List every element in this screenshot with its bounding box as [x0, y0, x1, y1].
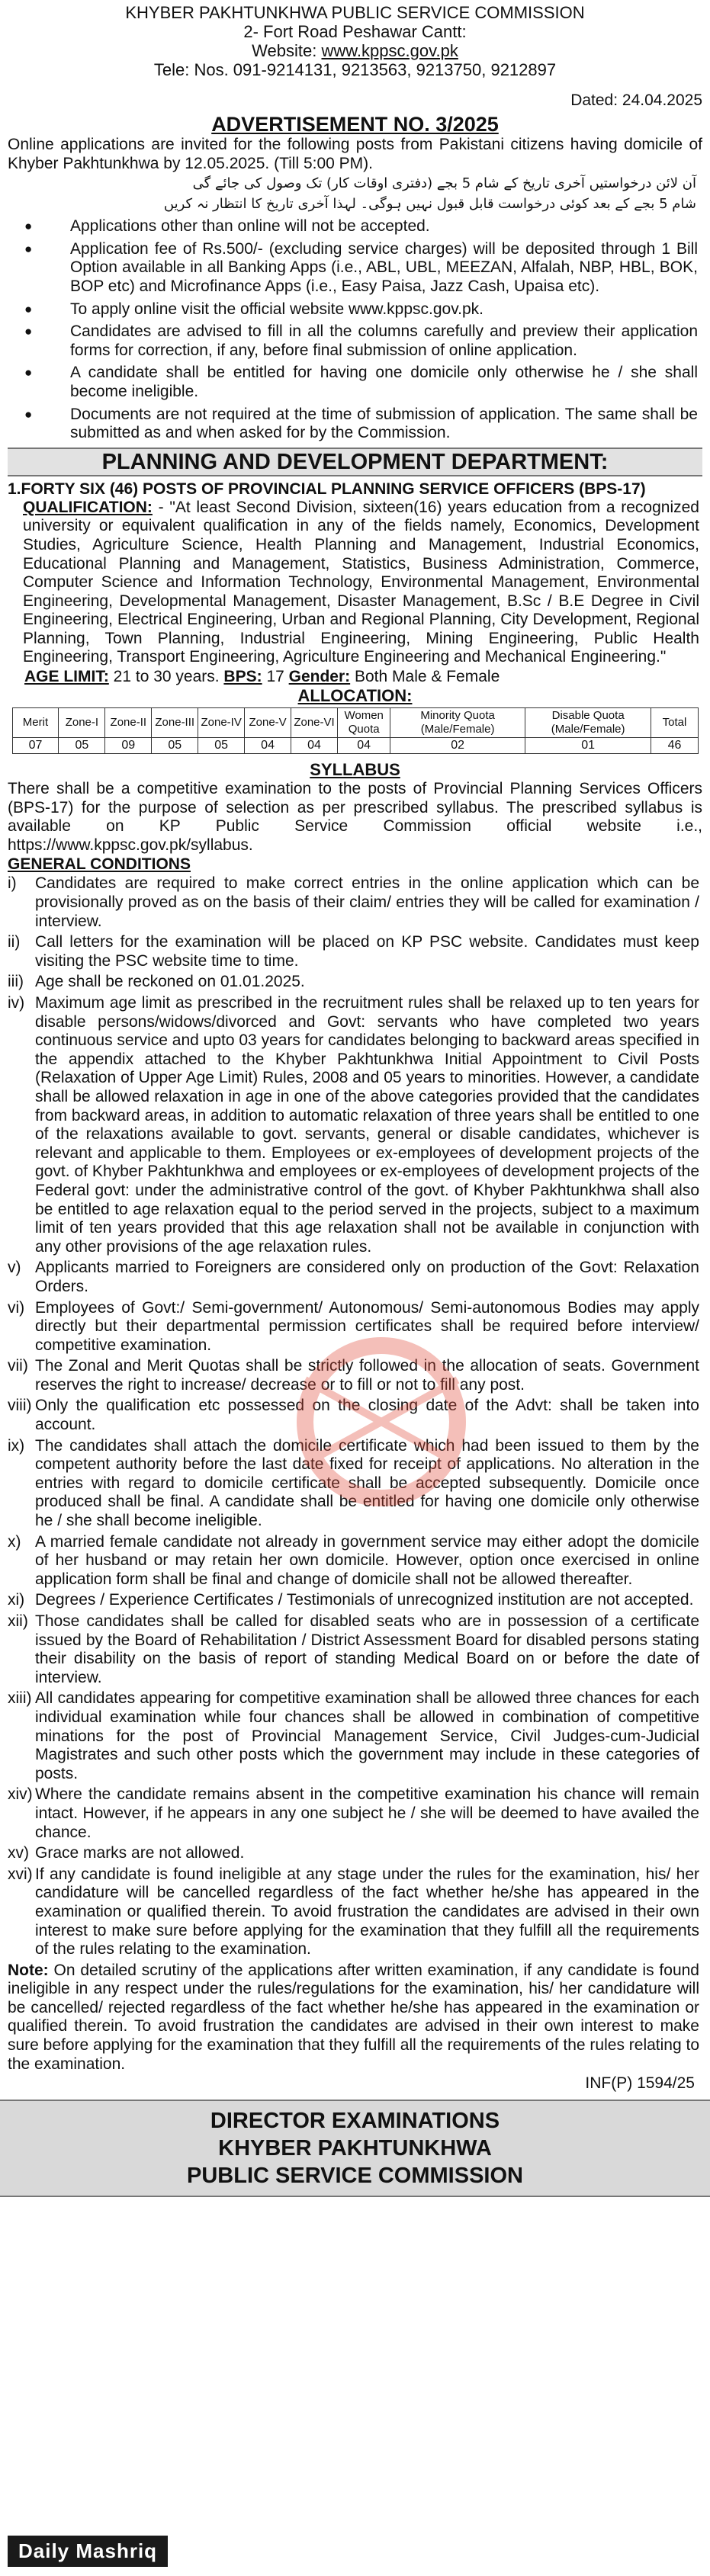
condition-text: Where the candidate remains absent in the competitive examination his chance will remain intact. However, if he appears in any one subject he / she will be deemed to have availed the chance. [35, 1785, 699, 1841]
condition-item [8, 1612, 702, 1687]
condition-item [8, 1865, 702, 1959]
qualification-text: - "At least Second Division, sixteen(16) years education from a recognized university or equivalent qualification in any of the fields namely, Economics, Development Studies, Agriculture Science, Health Planning and Management, Industrial Economics, Educational Planning and Management, Statistics, Business Administration, Commerce, Computer Science and Information Technology, Environmental Management, Environmental Engineering, Developmental Management, Disaster Management, B.Sc / B.E Degree in Civil Engineering, Electrical Engineering, Urban and Regional Planning, City Development, Regional Planning, Town Planning, Industrial Engineering, Mining Engineering, Public Health Engineering, Transport Engineering, Agriculture Engineering and Mechanical Engineering." [23, 498, 699, 666]
condition-text: The Zonal and Merit Quotas shall be strictly followed in the allocation of seats. Government reserves the right to increase/ decrease or to fill or not to fill any post. [35, 1357, 699, 1394]
signature-block [0, 2100, 710, 2197]
allocation-value: 04 [337, 738, 390, 754]
condition-text: Call letters for the examination will be placed on KP PSC website. Candidates must keep visiting the PSC website time to time. [35, 933, 699, 970]
condition-text: Only the qualification etc possessed on the closing date of the Advt: shall be taken into account. [35, 1397, 699, 1434]
allocation-header: Zone-III [152, 708, 198, 738]
allocation-header: Minority Quota (Male/Female) [390, 708, 525, 738]
website-label: Website: [252, 41, 322, 60]
syllabus-text: There shall be a competitive examination to the posts of Provincial Planning Services Officers (BPS-17) for the purpose of selection as per prescribed syllabus. The prescribed syllabus is available on KP Public Service Commission official website i.e., https://www.kppsc.gov.pk/syllabus. [8, 780, 702, 854]
allocation-header: Total [651, 708, 698, 738]
note [8, 1962, 702, 2074]
condition-item [8, 1357, 702, 1394]
condition-text: Grace marks are not allowed. [35, 1844, 245, 1862]
condition-text: If any candidate is found ineligible at any stage under the rules for the examination, his/ her candidature will be cancelled regardless of the fact whether he/she has appeared in the examination or qualified therein. To avoid frustration the candidates are advised in their own interest to make sure before applying for the examination that they fulfill all the requirements of the rules relating to the examination. [35, 1865, 699, 1958]
allocation-header: Disable Quota (Male/Female) [525, 708, 651, 738]
condition-item [8, 1689, 702, 1783]
urdu-notice-line-2: شام 5 بجے کے بعد کوئی درخواست قابل قبول نہیں ہوگی۔ لہذا آخری تاریخ کا انتظار نہ کریں [163, 196, 696, 213]
instruction-item: ● Documents are not required at the time of submission of application. The same shall be submitted as and when asked for by the Commission. [70, 406, 702, 443]
dated: Dated: 24.04.2025 [570, 91, 702, 109]
condition-item [8, 874, 702, 931]
condition-number: iii) [8, 973, 24, 991]
bps-label: BPS: [223, 668, 262, 686]
instruction-item: ● To apply online visit the official website www.kppsc.gov.pk. [70, 300, 702, 319]
qualification-label: QUALIFICATION: [23, 498, 153, 516]
condition-text: A married female candidate not already in government service may either adopt the domicile of her husband or may retain her own domicile. However, option once exercised in online application form shall be final and change of domicile shall not be allowed thereafter. [35, 1532, 699, 1588]
note-label: Note: [8, 1961, 49, 1979]
condition-number: xv) [8, 1844, 29, 1862]
website-line [8, 41, 702, 60]
instructions-list [8, 217, 702, 443]
allocation-value: 07 [12, 738, 59, 754]
allocation-title: ALLOCATION: [297, 686, 413, 706]
newspaper-name: Daily Mashriq [8, 2536, 168, 2567]
condition-text: Those candidates shall be called for disabled seats who are in possession of a certificate issued by the Board of Rehabilitation / District Assessment Board for disabled persons stating their disability on the basis of report of standing Medical Board on or before the date of interview. [35, 1612, 699, 1686]
gender-value: Both Male & Female [350, 668, 500, 686]
condition-item [8, 1533, 702, 1590]
age-limit-value: 21 to 30 years. [108, 668, 224, 686]
condition-number: xiv) [8, 1785, 33, 1804]
general-conditions-title: GENERAL CONDITIONS [8, 855, 191, 874]
gender-label: Gender: [288, 668, 351, 686]
condition-item [8, 1591, 702, 1610]
conditions-list [8, 874, 702, 1958]
department-heading: PLANNING AND DEVELOPMENT DEPARTMENT: [8, 448, 702, 476]
allocation-header: Zone-II [105, 708, 152, 738]
condition-item [8, 973, 702, 992]
instruction-item: ● Applications other than online will not be accepted. [70, 217, 702, 236]
allocation-value: 05 [152, 738, 198, 754]
advertisement-title: ADVERTISEMENT NO. 3/2025 [211, 113, 499, 136]
inf-code: INF(P) 1594/25 [585, 2074, 695, 2093]
condition-text: Maximum age limit as prescribed in the recruitment rules shall be relaxed up to ten years for disable persons/widows/divorced and Govt: servants who have completed two years continuous service and upto 03 years for candidates belonging to backward areas specified in the appendix attached to the Khyber Pakhtunkhwa Initial Appointment to Civil Posts (Relaxation of Upper Age Limit) Rules, 2008 and 05 years to minorities. However, a candidate shall be allowed relaxation in age in one of the above categories provided that the candidates from backward areas, in addition to automatic relaxation of three years shall be entitled to one of the relaxations available to govt. servants, general or disable candidates, whichever is relevant and applicable to them. Employees or ex-employees of development projects of the govt. of Khyber Pakhtunkhwa and employees or ex-employees of development projects of the Federal govt: under the administrative control of the govt. of Khyber Pakhtunkhwa shall also be entitled to age relaxation equal to the period served in the projects, subject to a maximum limit of ten years provided that this age relaxation shall not be available in conjunction with any other provisions of the age relaxation rules. [35, 994, 699, 1256]
allocation-header-row [12, 708, 698, 738]
condition-number: vi) [8, 1298, 25, 1317]
allocation-value: 46 [651, 738, 698, 754]
condition-text: The candidates shall attach the domicile certificate which had been issued to them by the competent authority before the last date fixed for receipt of applications. No alteration in the entries with regard to domicile certificate shall be accepted subsequently. Domicile once produced shall be final. A candidate shall be entitled for having one domicile only otherwise he / she shall become ineligible. [35, 1436, 699, 1530]
allocation-value: 04 [291, 738, 338, 754]
condition-number: i) [8, 874, 17, 893]
condition-item [8, 1437, 702, 1531]
condition-item [8, 1299, 702, 1355]
commission-name: KHYBER PAKHTUNKHWA PUBLIC SERVICE COMMISSION [125, 3, 585, 22]
condition-item [8, 1844, 702, 1863]
allocation-value: 01 [525, 738, 651, 754]
condition-number: ii) [8, 933, 21, 951]
allocation-header: Zone-VI [291, 708, 338, 738]
condition-item [8, 994, 702, 1256]
signatory-title: DIRECTOR EXAMINATIONS [210, 2109, 500, 2134]
allocation-header: Zone-V [245, 708, 291, 738]
allocation-header: Women Quota [337, 708, 390, 738]
signatory-commission: PUBLIC SERVICE COMMISSION [187, 2164, 523, 2189]
allocation-header: Zone-I [59, 708, 105, 738]
intro-text: Online applications are invited for the following posts from Pakistani citizens having domicile of Khyber Pakhtunkhwa by 12.05.2025. (Till 5:00 PM). [8, 136, 702, 172]
age-limit-label: AGE LIMIT: [24, 668, 109, 686]
syllabus-title: SYLLABUS [310, 760, 400, 780]
condition-number: xii) [8, 1612, 28, 1630]
allocation-value: 05 [198, 738, 245, 754]
condition-text: Applicants married to Foreigners are considered only on production of the Govt: Relaxation Orders. [35, 1259, 699, 1295]
phone-numbers: Tele: Nos. 091-9214131, 9213563, 9213750, 9212897 [153, 60, 557, 79]
condition-number: v) [8, 1259, 21, 1277]
post-meta [8, 667, 702, 686]
instruction-item: ● Application fee of Rs.500/- (excluding service charges) will be deposited through 1 Bill Option available in all Banking Apps (i.e., ABL, UBL, MEEZAN, Alfalah, NBP, HBL, BOK, BOP etc) and Microfinance Apps (i.e., Easy Paisa, Jazz Cash, Upaisa etc). [70, 240, 702, 297]
condition-number: ix) [8, 1436, 25, 1455]
allocation-value-row [12, 738, 698, 754]
condition-text: Age shall be reckoned on 01.01.2025. [35, 973, 305, 991]
condition-number: xi) [8, 1591, 25, 1609]
condition-number: xvi) [8, 1865, 33, 1883]
urdu-notice-line-1: آن لائن درخواستیں آخری تاریخ کے شام 5 بجے (دفتری اوقات کار) تک وصول کی جائے گی [192, 175, 696, 192]
condition-number: iv) [8, 994, 25, 1012]
website-link[interactable]: www.kppsc.gov.pk [321, 41, 458, 60]
bps-value: 17 [262, 668, 289, 686]
allocation-table [12, 707, 699, 754]
signatory-province: KHYBER PAKHTUNKHWA [218, 2136, 492, 2161]
note-text: On detailed scrutiny of the applications after written examination, if any candidate is found ineligible in any respect under the rules/regulations for the examination, his/ her candidature will be cancelled/ rejected regardless of the fact whether he/she has appeared in the examination or qualified therein. To avoid frustration the candidates are advised in their own interest to make sure before applying for the examination that they fulfill all the requirements of the rules relating to the examination. [8, 1961, 700, 2073]
condition-item [8, 933, 702, 970]
condition-item [8, 1397, 702, 1434]
condition-text: All candidates appearing for competitive examination shall be allowed three chances for each individual examination while four chances shall be allowed in combination of competitive minations for the post of Provincial Management Service, Civil Judges-cum-Judicial Magistrates and such other posts which the government may include in these categories of posts. [35, 1689, 699, 1782]
instruction-item: ● A candidate shall be entitled for having one domicile only otherwise he / she shall become ineligible. [70, 364, 702, 401]
commission-address: 2- Fort Road Peshawar Cantt: [243, 22, 467, 41]
allocation-value: 05 [59, 738, 105, 754]
allocation-value: 04 [245, 738, 291, 754]
qualification [8, 499, 702, 667]
condition-text: Degrees / Experience Certificates / Testimonials of unrecognized institution are not accepted. [35, 1591, 694, 1609]
condition-item [8, 1785, 702, 1842]
allocation-header: Zone-IV [198, 708, 245, 738]
allocation-value: 09 [105, 738, 152, 754]
condition-text: Candidates are required to make correct entries in the online application which can be provisionally proved as on the basis of their claim/ entries they will be called for examination / interview. [35, 874, 699, 930]
condition-number: vii) [8, 1357, 28, 1375]
allocation-header: Merit [12, 708, 59, 738]
condition-item [8, 1259, 702, 1296]
allocation-value: 02 [390, 738, 525, 754]
condition-text: Employees of Govt:/ Semi-government/ Autonomous/ Semi-autonomous Bodies may apply directly but their departmental permission certificates shall be required before interview/ competitive examination. [35, 1298, 699, 1354]
condition-number: viii) [8, 1397, 32, 1415]
condition-number: xiii) [8, 1689, 32, 1708]
condition-number: x) [8, 1532, 21, 1551]
instruction-item: ● Candidates are advised to fill in all the columns carefully and preview their application forms for correction, if any, before final submission of online application. [70, 322, 702, 360]
post-title: 1.FORTY SIX (46) POSTS OF PROVINCIAL PLANNING SERVICE OFFICERS (BPS-17) [8, 480, 646, 498]
